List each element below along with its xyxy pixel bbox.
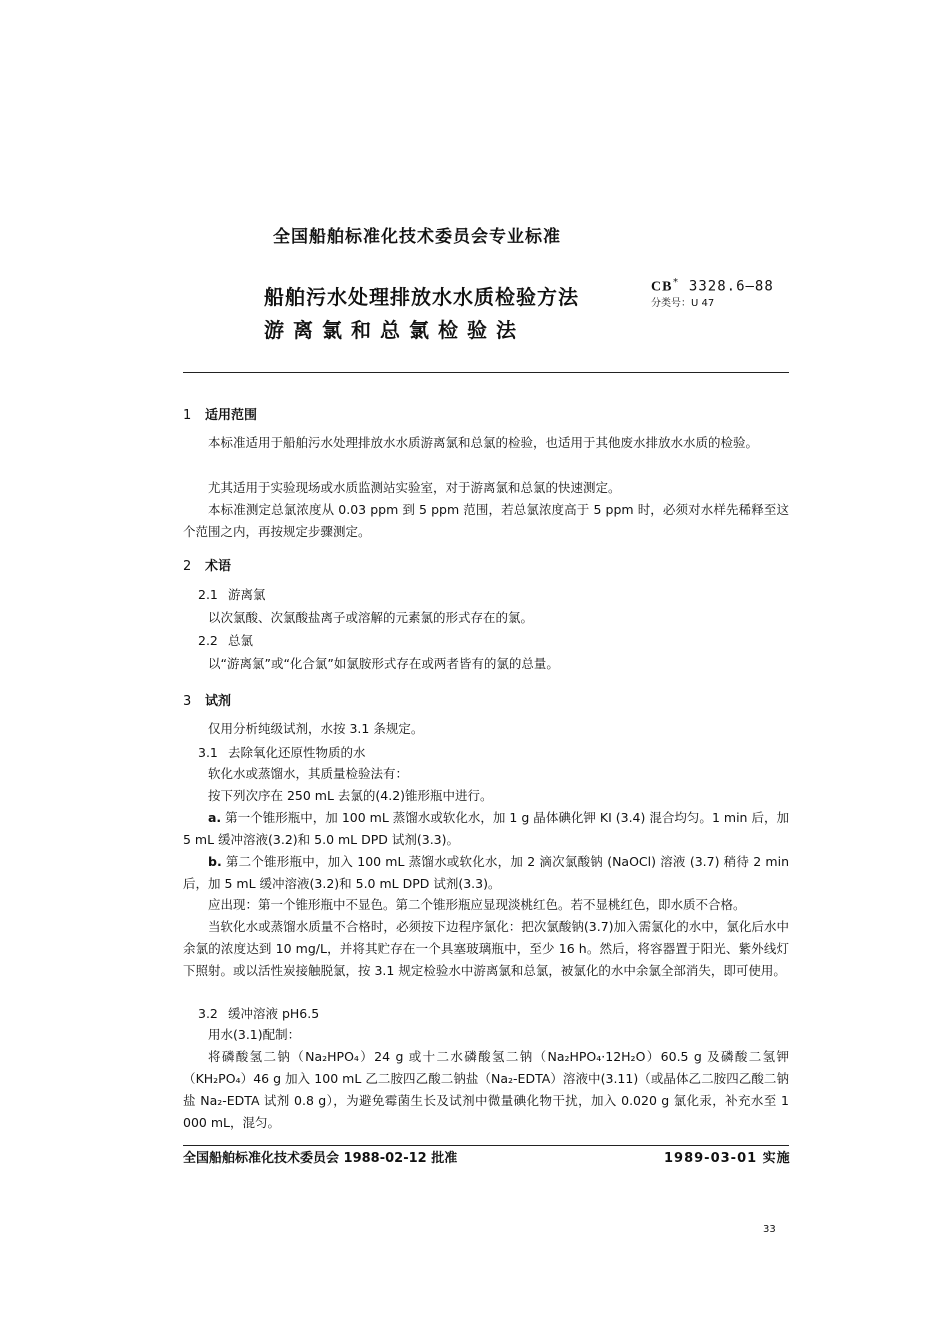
paragraph: 按下列次序在 250 mL 去氯的(4.2)锥形瓶中进行。 xyxy=(208,788,493,803)
paragraph: 尤其适用于实验现场或水质监测站实验室，对于游离氯和总氯的快速测定。 xyxy=(208,480,621,495)
subsection-title: 缓冲溶液 pH6.5 xyxy=(228,1006,320,1021)
page-number: 33 xyxy=(763,1224,776,1235)
list-label: b. xyxy=(208,854,222,869)
paragraph: 本标准测定总氯浓度从 0.03 ppm 到 5 ppm 范围，若总氯浓度高于 5 ppm 时，必须对水样先稀释至这个范围之内，再按规定步骤测定。 xyxy=(183,502,789,539)
paragraph: 将磷酸氢二钠（Na₂HPO₄）24 g 或十二水磷酸氢二钠（Na₂HPO₄·12H₂O）60.5 g 及磷酸二氢钾（KH₂PO₄）46 g 加入 100 mL 乙二胺四乙酸二钠盐（Na₂-EDTA）溶液中(3.11)（或晶体乙二胺四乙酸二钠盐 Na₂-EDTA 试剂 0.8 g），为避免霉菌生长及试剂中微量碘化物干扰，加入 0.020 g 氯化汞，补充水至 1 000 mL，混匀。 xyxy=(183,1049,789,1130)
section-number: 2 xyxy=(183,559,192,574)
subsection-title: 总氯 xyxy=(228,633,254,648)
section-3-heading xyxy=(183,690,231,709)
section-number: 3 xyxy=(183,694,192,709)
subsection-2-1-heading xyxy=(198,585,266,603)
list-text: 第二个锥形瓶中，加入 100 mL 蒸馏水或软化水，加 2 滴次氯酸钠 (NaOCl) 溶液 (3.7) 稍待 2 min 后，加 5 mL 缓冲溶液(3.2)和 5.0 mL DPD 试剂(3.3)。 xyxy=(183,854,789,891)
section-number: 1 xyxy=(183,408,192,423)
issuing-committee: 全国船舶标准化技术委员会专业标准 xyxy=(273,227,561,247)
paragraph: 本标准适用于船舶污水处理排放水水质游离氯和总氯的检验，也适用于其他废水排放水水质的检验。 xyxy=(208,435,759,450)
subsection-3-2-heading xyxy=(198,1004,319,1022)
document-subtitle: 游离氯和总氯检验法 xyxy=(264,318,525,342)
list-label: a. xyxy=(208,810,222,825)
standard-prefix: CB xyxy=(651,279,673,295)
subsection-3-1-heading xyxy=(198,743,366,761)
document-title: 船舶污水处理排放水水质检验方法 xyxy=(264,285,579,309)
implementation-date: 1989-03-01 实施 xyxy=(664,1151,791,1166)
subsection-title: 去除氧化还原性物质的水 xyxy=(228,745,366,760)
subsection-2-2-heading xyxy=(198,631,253,649)
section-title: 术语 xyxy=(205,559,232,574)
classification-number: 分类号：U 47 xyxy=(651,298,715,309)
paragraph: 以“游离氯”或“化合氯”如氯胺形式存在或两者皆有的氯的总量。 xyxy=(208,656,559,671)
subsection-number: 2.2 xyxy=(198,633,218,648)
standard-number: 3328.6—88 xyxy=(688,278,774,295)
subsection-number: 3.1 xyxy=(198,745,218,760)
standard-star: * xyxy=(672,277,680,288)
paragraph: 仅用分析纯级试剂，水按 3.1 条规定。 xyxy=(208,721,424,736)
section-2-heading xyxy=(183,555,231,574)
paragraph: 软化水或蒸馏水，其质量检验法有： xyxy=(208,766,409,781)
paragraph: 用水(3.1)配制： xyxy=(208,1027,301,1042)
paragraph: 应出现：第一个锥形瓶中不显色。第二个锥形瓶应显现淡桃红色。若不显桃红色，即水质不合格。 xyxy=(208,897,746,912)
section-1-heading xyxy=(183,404,257,423)
footer-divider xyxy=(183,1145,789,1146)
list-item-b xyxy=(183,851,789,895)
list-text: 第一个锥形瓶中，加 100 mL 蒸馏水或软化水，加 1 g 晶体碘化钾 KI (3.4) 混合均匀。1 min 后，加 5 mL 缓冲溶液(3.2)和 5.0 mL DPD 试剂(3.3)。 xyxy=(183,810,789,847)
approval-statement: 全国船舶标准化技术委员会 1988-02-12 批准 xyxy=(183,1151,458,1166)
subsection-number: 2.1 xyxy=(198,587,218,602)
paragraph: 以次氯酸、次氯酸盐离子或溶解的元素氯的形式存在的氯。 xyxy=(208,610,534,625)
subsection-title: 游离氯 xyxy=(228,587,266,602)
subsection-number: 3.2 xyxy=(198,1006,218,1021)
header-divider xyxy=(183,372,789,373)
list-item-a xyxy=(183,807,789,851)
section-title: 试剂 xyxy=(205,694,232,709)
paragraph: 当软化水或蒸馏水质量不合格时，必须按下边程序氯化：把次氯酸钠(3.7)加入需氯化的水中，氯化后水中余氯的浓度达到 10 mg/L，并将其贮存在一个具塞玻璃瓶中，至少 16 h。然后，将容器置于阳光、紫外线灯下照射。或以活性炭接触脱氯，按 3.1 规定检验水中游离氯和总氯，被氯化的水中余氯全部消失，即可使用。 xyxy=(183,919,789,978)
section-title: 适用范围 xyxy=(205,408,258,423)
standard-code xyxy=(651,277,774,296)
